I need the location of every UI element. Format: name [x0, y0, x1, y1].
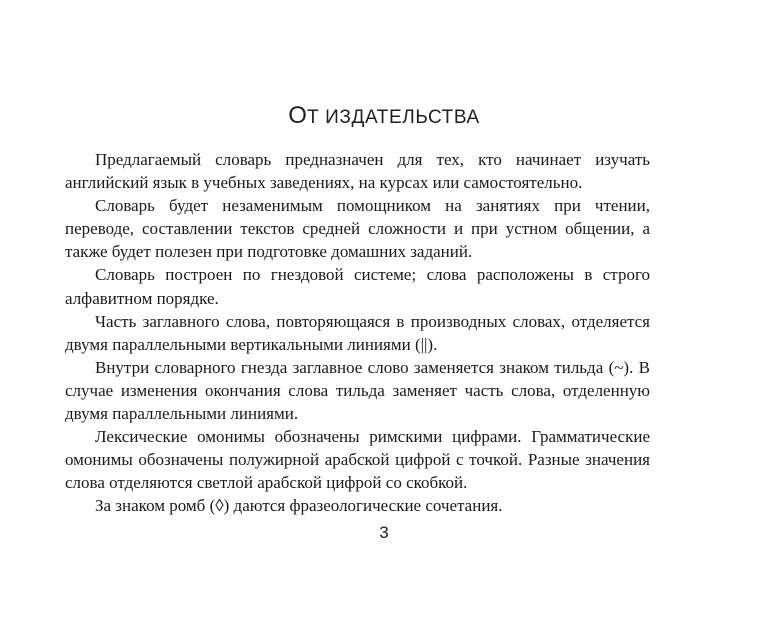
paragraph-separator: Часть заглавного слова, повторяющаяся в производных словах, отделяется двумя параллельными вертикальными линиями (||).: [65, 311, 650, 354]
body-text: [65, 148, 650, 518]
paragraph-phrases: За знаком ромб (◊) даются фразеологические сочетания.: [95, 496, 503, 516]
page-number: 3: [379, 523, 389, 542]
paragraph-tilde: Внутри словарного гнезда заглавное слово заменяется знаком тильда (~). В случае изменения окончания слова тильда заменяет часть слова, отделенную двумя параллельными линиями.: [65, 357, 650, 424]
page-title: [0, 100, 768, 134]
paragraph-purpose: Предлагаемый словарь предназначен для тех, кто начинает изучать английский язык в учебных заведениях, на курсах или самостоятельно.: [65, 150, 650, 193]
paragraph-homonyms: Лексические омонимы обозначены римскими цифрами. Грамматические омонимы обозначены полужирной арабской цифрой с точкой. Разные значения слова отделяются светлой арабской цифрой со скобкой.: [65, 427, 650, 493]
page-title-initial: О: [288, 102, 308, 129]
paragraph-usage: Словарь будет незаменимым помощником на занятиях при чтении, переводе, составлении текстов средней сложности и при устном общении, а также будет полезен при подготовке домашних заданий.: [65, 196, 650, 262]
page-title-rest: Т ИЗДАТЕЛЬСТВА: [307, 107, 480, 128]
paragraph-structure: Словарь построен по гнездовой системе; слова расположены в строго алфавитном порядке.: [65, 265, 650, 308]
